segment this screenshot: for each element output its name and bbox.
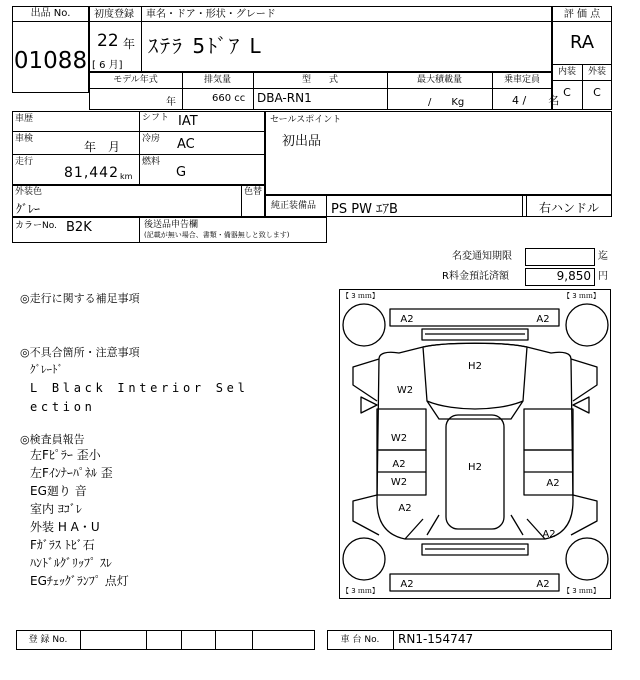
model-label: 型 式	[301, 75, 338, 85]
sales-point-label: セールスポイント	[270, 115, 342, 125]
recolor-label: 色替	[244, 187, 263, 197]
right-front-door	[524, 409, 573, 450]
mileage-label: 走行	[15, 157, 34, 167]
ext-color-box	[12, 185, 265, 217]
shift-label: シフト	[142, 113, 170, 123]
mark-left-rear-door-a: A2	[392, 459, 406, 470]
grade-text: ｸﾞﾚｰﾄﾞ	[30, 363, 63, 376]
car-name: ｽﾃﾗ 5ﾄﾞｱ L	[148, 34, 263, 58]
mark-rear-bumper-right: A2	[536, 579, 550, 590]
displacement-label: 排気量	[203, 75, 231, 85]
equipment: PS PW ｴｱB	[331, 202, 398, 217]
model-year-label: モデル年式	[113, 75, 158, 85]
notice-unit: 迄	[598, 251, 608, 262]
handle-position: 右ハンドル	[538, 201, 599, 215]
defects-title: ◎不具合箇所・注意事項	[20, 346, 140, 359]
exterior-label: 外装	[587, 67, 606, 77]
registration-no-label: 登 録 No.	[28, 635, 68, 645]
inspector-item: 左Fﾋﾟﾗｰ 歪小	[30, 448, 101, 462]
tire-depth-front-right: 【 3 ｍｍ】	[563, 292, 600, 300]
inspector-item: Fｶﾞﾗｽ ﾄﾋﾞ石	[30, 538, 95, 552]
inspector-item: ﾊﾝﾄﾞﾙｸﾞﾘｯﾌﾟ ｽﾚ	[30, 556, 112, 570]
overall-score: RA	[569, 32, 595, 53]
recycle-label: R料金預託済額	[442, 271, 509, 282]
tire-rear-left	[343, 538, 385, 580]
front-bumper	[390, 309, 559, 326]
chassis-no-label: 車 台 No.	[340, 635, 380, 645]
load-value: / Kg	[428, 97, 465, 108]
aftermarket-note: (記載が無い場合、書類・備器無しと致します)	[144, 231, 290, 239]
mark-left-rear-door-w: W2	[390, 477, 408, 488]
equipment-label: 純正装備品	[271, 201, 317, 211]
inspector-item: EG廻り 音	[30, 484, 87, 498]
rear-bumper	[390, 574, 559, 591]
first-reg-year-unit: 年	[123, 37, 136, 51]
ext-color-label: 外装色	[15, 187, 43, 197]
inspector-item: 室内 ﾖｺﾞﾚ	[30, 502, 82, 516]
mark-left-quarter: A2	[398, 503, 412, 514]
grade-line-2: ection	[30, 400, 96, 414]
shift-value: IAT	[178, 114, 198, 129]
mark-right-rear-door: A2	[546, 478, 560, 489]
history-label: 車歴	[15, 114, 34, 124]
load-label: 最大積載量	[416, 75, 462, 85]
first-reg-month: [ 6 月]	[92, 60, 123, 71]
tire-depth-rear-left: 【 3 ｍｍ】	[342, 587, 379, 595]
mark-hood: H2	[468, 361, 482, 372]
fuel-value: G	[176, 165, 187, 180]
first-reg-label: 初度登録	[94, 9, 134, 20]
mark-front-bumper-right: A2	[536, 314, 550, 325]
recycle-fee: 9,850	[556, 269, 591, 283]
inspector-item: 左Fｲﾝﾅｰﾊﾟﾈﾙ 歪	[30, 466, 113, 480]
interior-label: 内装	[557, 67, 576, 77]
model-code: DBA-RN1	[257, 91, 312, 105]
mark-rear-bumper-left: A2	[400, 579, 414, 590]
mark-roof: H2	[468, 462, 482, 473]
car-name-label: 車名・ドア・形状・グレード	[146, 9, 276, 20]
inspector-item: 外装 H A・U	[30, 520, 100, 534]
tire-rear-right	[566, 538, 608, 580]
ac-value: AC	[177, 137, 195, 152]
ext-color: ｸﾞﾚｰ	[16, 202, 41, 216]
displacement: 660 cc	[212, 93, 246, 104]
sales-point: 初出品	[282, 134, 322, 149]
mileage-unit: km	[120, 172, 133, 181]
lot-label: 出品 No.	[30, 8, 71, 19]
color-no: B2K	[66, 220, 92, 235]
seats-value: 4 / 名	[512, 94, 560, 107]
hood-panel	[423, 343, 527, 409]
interior-grade: C	[563, 86, 571, 99]
tire-front-left	[343, 304, 385, 346]
driving-notes-title: ◎走行に関する補足事項	[20, 292, 140, 305]
tire-front-right	[566, 304, 608, 346]
inspection-label: 車検	[15, 134, 34, 144]
ac-label: 冷房	[142, 134, 161, 144]
mark-right-quarter: A2	[542, 529, 556, 540]
model-year-unit: 年	[166, 97, 176, 108]
recycle-unit: 円	[598, 271, 608, 282]
inspector-item: EGﾁｪｯｸﾞﾗﾝﾌﾟ 点灯	[30, 574, 129, 588]
mark-left-fender: W2	[396, 385, 414, 396]
lot-number: 01088	[13, 48, 88, 74]
score-label: 評 価 点	[563, 9, 601, 20]
exterior-grade: C	[593, 86, 601, 99]
color-no-label: カラーNo.	[15, 221, 57, 231]
notice-label: 名変通知期限	[452, 251, 512, 262]
grade-line-1: L Black Interior Sel	[30, 381, 249, 395]
chassis-no: RN1-154747	[398, 632, 474, 646]
mark-front-bumper-left: A2	[400, 314, 414, 325]
first-reg-year: 22	[97, 31, 119, 51]
notice-box	[525, 248, 595, 266]
seats-label: 乗車定員	[503, 75, 540, 85]
inspection-value: 年 月	[84, 140, 121, 154]
mileage-value: 81,442	[64, 165, 119, 181]
inspector-title: ◎検査員報告	[20, 433, 85, 446]
aftermarket-label: 後送品申告欄	[144, 220, 199, 230]
tire-depth-rear-right: 【 3 ｍｍ】	[563, 587, 600, 595]
mark-left-front-door: W2	[390, 433, 408, 444]
damage-diagram	[339, 289, 611, 599]
tire-depth-front-left: 【 3 ｍｍ】	[342, 292, 379, 300]
fuel-label: 燃料	[142, 157, 161, 167]
